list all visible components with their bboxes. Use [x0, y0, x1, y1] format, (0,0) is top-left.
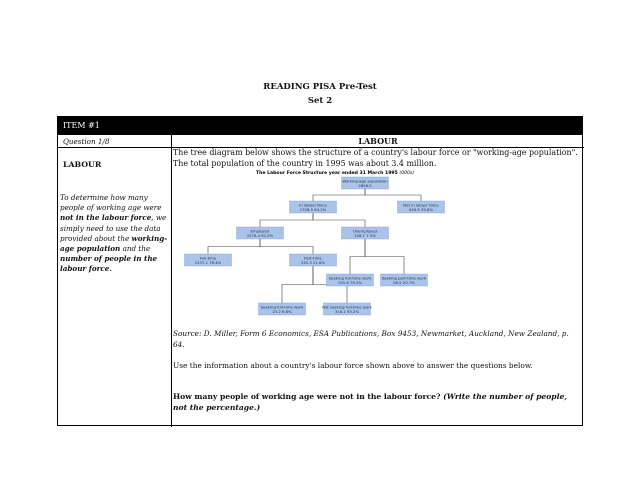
- tree-node-label: In labour force: [299, 202, 327, 208]
- tree-node-value: 318.1 93.2%: [334, 309, 360, 315]
- tree-connector: [313, 189, 365, 201]
- tree-connector: [350, 239, 365, 274]
- tree-connector: [260, 213, 313, 227]
- tree-node-label: Part-time: [304, 255, 322, 261]
- section-title: LABOUR: [358, 136, 398, 146]
- tree-node-label: Seeking part-time work: [381, 275, 427, 281]
- tree-node-value: 341.3 21.6%: [300, 260, 326, 266]
- question-number: Question 1/8: [63, 137, 110, 146]
- tree-node-value: 101.6 79.3%: [337, 280, 363, 286]
- question-main: How many people of working age were not in the labour force?: [173, 392, 441, 401]
- tree-node-value: 128.1 7.5%: [354, 233, 376, 239]
- question-note: (Write the number of people, not the percentage.): [173, 392, 567, 412]
- tree-node: [290, 254, 337, 266]
- tree-node-value: 949.9 35.8%: [408, 207, 434, 213]
- tree-node-label: Working-age population: [342, 178, 388, 184]
- tree-node-value: 1706.5 64.2%: [299, 207, 327, 213]
- hint-part-bold: working-age population: [60, 233, 168, 254]
- diagram-title: The Labour Force Structure year ended 31 March 1995 (000s): [256, 171, 415, 176]
- hint-part: To determine how many people of working age were: [60, 193, 162, 213]
- tree-node: [259, 303, 306, 315]
- hint-part: and the: [120, 244, 151, 254]
- question-text: [173, 391, 578, 413]
- tree-node: [398, 201, 445, 213]
- tree-node-label: Not in labour force: [403, 202, 439, 208]
- tree-node: [322, 303, 373, 315]
- tree-node-label: Seeking full-time work: [260, 304, 304, 310]
- instruction-text: Use the information about a country's labour force shown above to answer the questions below.: [173, 361, 533, 370]
- item-label: ITEM #1: [58, 117, 582, 135]
- tree-node-label: Seeking full-time work: [328, 275, 372, 281]
- source-citation: Source: D. Miller, Form 6 Economics, ESA Publications, Box 9453, Newmarket, Auckland, New Zealand, p. 64.: [173, 329, 569, 349]
- tree-node-label: Employed: [250, 228, 270, 234]
- unit-name: LABOUR: [63, 160, 102, 169]
- tree-node: [185, 254, 232, 266]
- tree-connector: [313, 213, 365, 227]
- tree-connector: [365, 239, 404, 274]
- tree-node-value: 1578.4 92.5%: [246, 233, 274, 239]
- hint-part: , we simply need to use the data provided about the: [60, 213, 167, 243]
- tree-node: [290, 201, 337, 213]
- tree-connector: [365, 189, 421, 201]
- hint-part-bold: not in the labour force: [60, 213, 152, 223]
- tree-node-value: 23.2 6.8%: [272, 309, 292, 315]
- tree-node: [342, 177, 389, 189]
- tree-connector: [208, 239, 260, 254]
- tree-node-value: 2656.5: [358, 183, 372, 189]
- tree-node: [237, 227, 284, 239]
- tree-node: [342, 227, 389, 239]
- tree-nodes: [185, 177, 445, 315]
- item-table: [57, 116, 583, 426]
- labour-force-tree-diagram: [172, 167, 584, 329]
- tree-node: [381, 274, 428, 286]
- tree-node-label: Full-time: [199, 255, 217, 261]
- tree-connector: [260, 239, 313, 254]
- tree-connector: [282, 266, 313, 303]
- intro-text: The tree diagram below shows the structure of a country's labour force or "working-age population". The total population of the country in 1995 was about 3.4 million.: [173, 148, 578, 168]
- tree-node-label: Not seeking full-time work: [322, 304, 372, 310]
- page-title: READING PISA Pre-Test: [263, 82, 377, 92]
- tree-node-value: 1237.1 78.4%: [194, 260, 222, 266]
- hint-part-bold: number of people in the labour force.: [60, 254, 158, 274]
- tree-node: [327, 274, 374, 286]
- solution-hint: [60, 193, 168, 275]
- tree-node-label: Unemployed: [352, 228, 378, 234]
- set-label: Set 2: [307, 96, 333, 106]
- tree-node-value: 26.5 20.7%: [393, 280, 415, 286]
